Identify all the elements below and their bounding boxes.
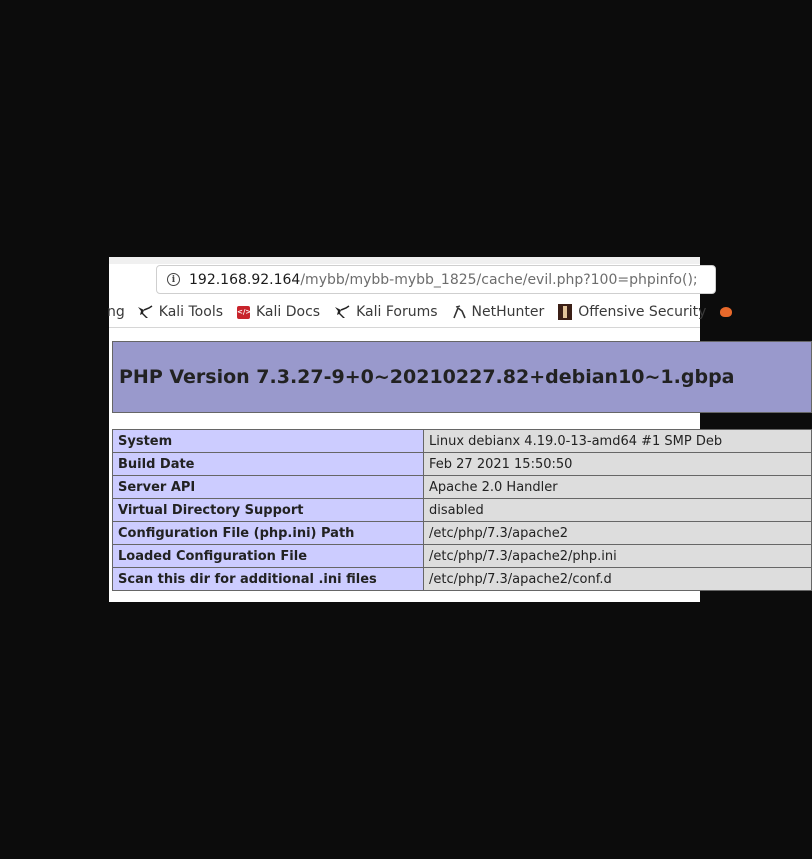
config-key: System [113, 430, 424, 453]
table-row [113, 430, 812, 453]
config-value: /etc/php/7.3/apache2/conf.d [424, 568, 812, 591]
config-key: Scan this dir for additional .ini files [113, 568, 424, 591]
config-value: Feb 27 2021 15:50:50 [424, 453, 812, 476]
url-path: /mybb/mybb-mybb_1825/cache/evil.php?100=phpinfo(); [300, 271, 698, 288]
info-icon[interactable]: i [167, 273, 180, 286]
config-value: /etc/php/7.3/apache2/php.ini [424, 545, 812, 568]
config-key: Loaded Configuration File [113, 545, 424, 568]
config-key: Configuration File (php.ini) Path [113, 522, 424, 545]
config-value: disabled [424, 499, 812, 522]
bookmark-label: Kali Tools [158, 304, 223, 320]
bookmark-kali-tools[interactable] [137, 304, 223, 320]
address-bar[interactable] [156, 265, 716, 294]
toolbar-divider [109, 327, 700, 328]
config-key: Build Date [113, 453, 424, 476]
table-row [113, 453, 812, 476]
table-row [113, 476, 812, 499]
phpinfo-header [112, 341, 812, 413]
phpinfo-table [112, 429, 812, 591]
bookmark-offensive-security[interactable] [558, 304, 706, 320]
nethunter-icon [452, 305, 466, 319]
kali-dragon-icon [137, 304, 153, 320]
config-key: Server API [113, 476, 424, 499]
config-key: Virtual Directory Support [113, 499, 424, 522]
kali-docs-icon: </> [237, 306, 250, 319]
bookmark-label: Kali Docs [256, 304, 321, 320]
fox-icon [720, 307, 732, 317]
config-value: Apache 2.0 Handler [424, 476, 812, 499]
bookmark-nethunter[interactable] [452, 304, 545, 320]
table-row [113, 522, 812, 545]
bookmark-label: Offensive Security [578, 304, 707, 320]
table-row [113, 568, 812, 591]
bookmark-kali-docs[interactable] [237, 304, 320, 320]
url-host: 192.168.92.164 [189, 271, 301, 288]
bookmarks-toolbar [109, 299, 809, 325]
bookmark-label: Kali Forums [356, 304, 438, 320]
offsec-icon [558, 304, 572, 320]
phpinfo-page [112, 341, 812, 591]
kali-dragon-icon [334, 304, 350, 320]
config-value: /etc/php/7.3/apache2 [424, 522, 812, 545]
bookmark-clipped-right[interactable] [720, 307, 738, 317]
bookmark-kali-forums[interactable] [334, 304, 437, 320]
table-row [113, 499, 812, 522]
php-version-title: PHP Version 7.3.27-9+0~20210227.82+debian10~1.gbpa [119, 366, 735, 388]
tab-strip-edge [109, 257, 700, 264]
table-row [113, 545, 812, 568]
bookmark-label: ng [107, 304, 125, 320]
bookmark-label: NetHunter [471, 304, 545, 320]
config-value: Linux debianx 4.19.0-13-amd64 #1 SMP Deb [424, 430, 812, 453]
browser-window-crop [107, 257, 735, 602]
bookmark-item-clipped[interactable] [107, 304, 125, 320]
